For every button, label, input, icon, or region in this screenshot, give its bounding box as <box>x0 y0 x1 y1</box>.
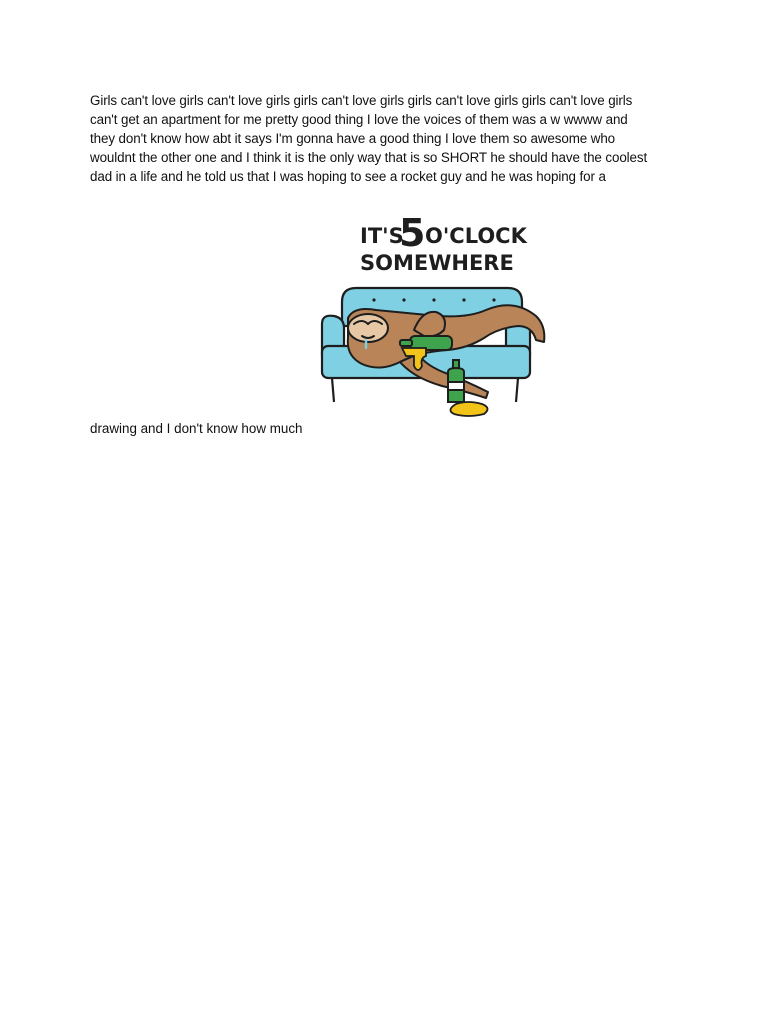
body-line-1: Girls can't love girls can't love girls girls can't love girls girls can't love girls girls can't love girls <box>90 93 633 108</box>
caption-somewhere: SOMEWHERE <box>360 251 514 275</box>
body-line-5: dad in a life and he told us that I was hoping to see a rocket guy and he was hoping for a <box>90 169 606 184</box>
body-line-4: wouldnt the other one and I think it is the only way that is so SHORT he should have the coolest <box>90 150 648 165</box>
caption-oclock: O'CLOCK <box>425 224 527 248</box>
body-line-3: they don't know how abt it says I'm gonna have a good thing I love them so awesome who <box>90 131 616 146</box>
body-paragraph <box>90 91 690 186</box>
puddle-icon <box>450 402 487 416</box>
body-line-2: can't get an apartment for me pretty good thing I love the voices of them was a w wwww and <box>90 112 628 127</box>
sloth-illustration <box>318 206 554 420</box>
caption-five: 5 <box>399 211 426 255</box>
caption-its: IT'S <box>360 224 404 248</box>
after-image-text: drawing and I don't know how much <box>90 421 303 436</box>
